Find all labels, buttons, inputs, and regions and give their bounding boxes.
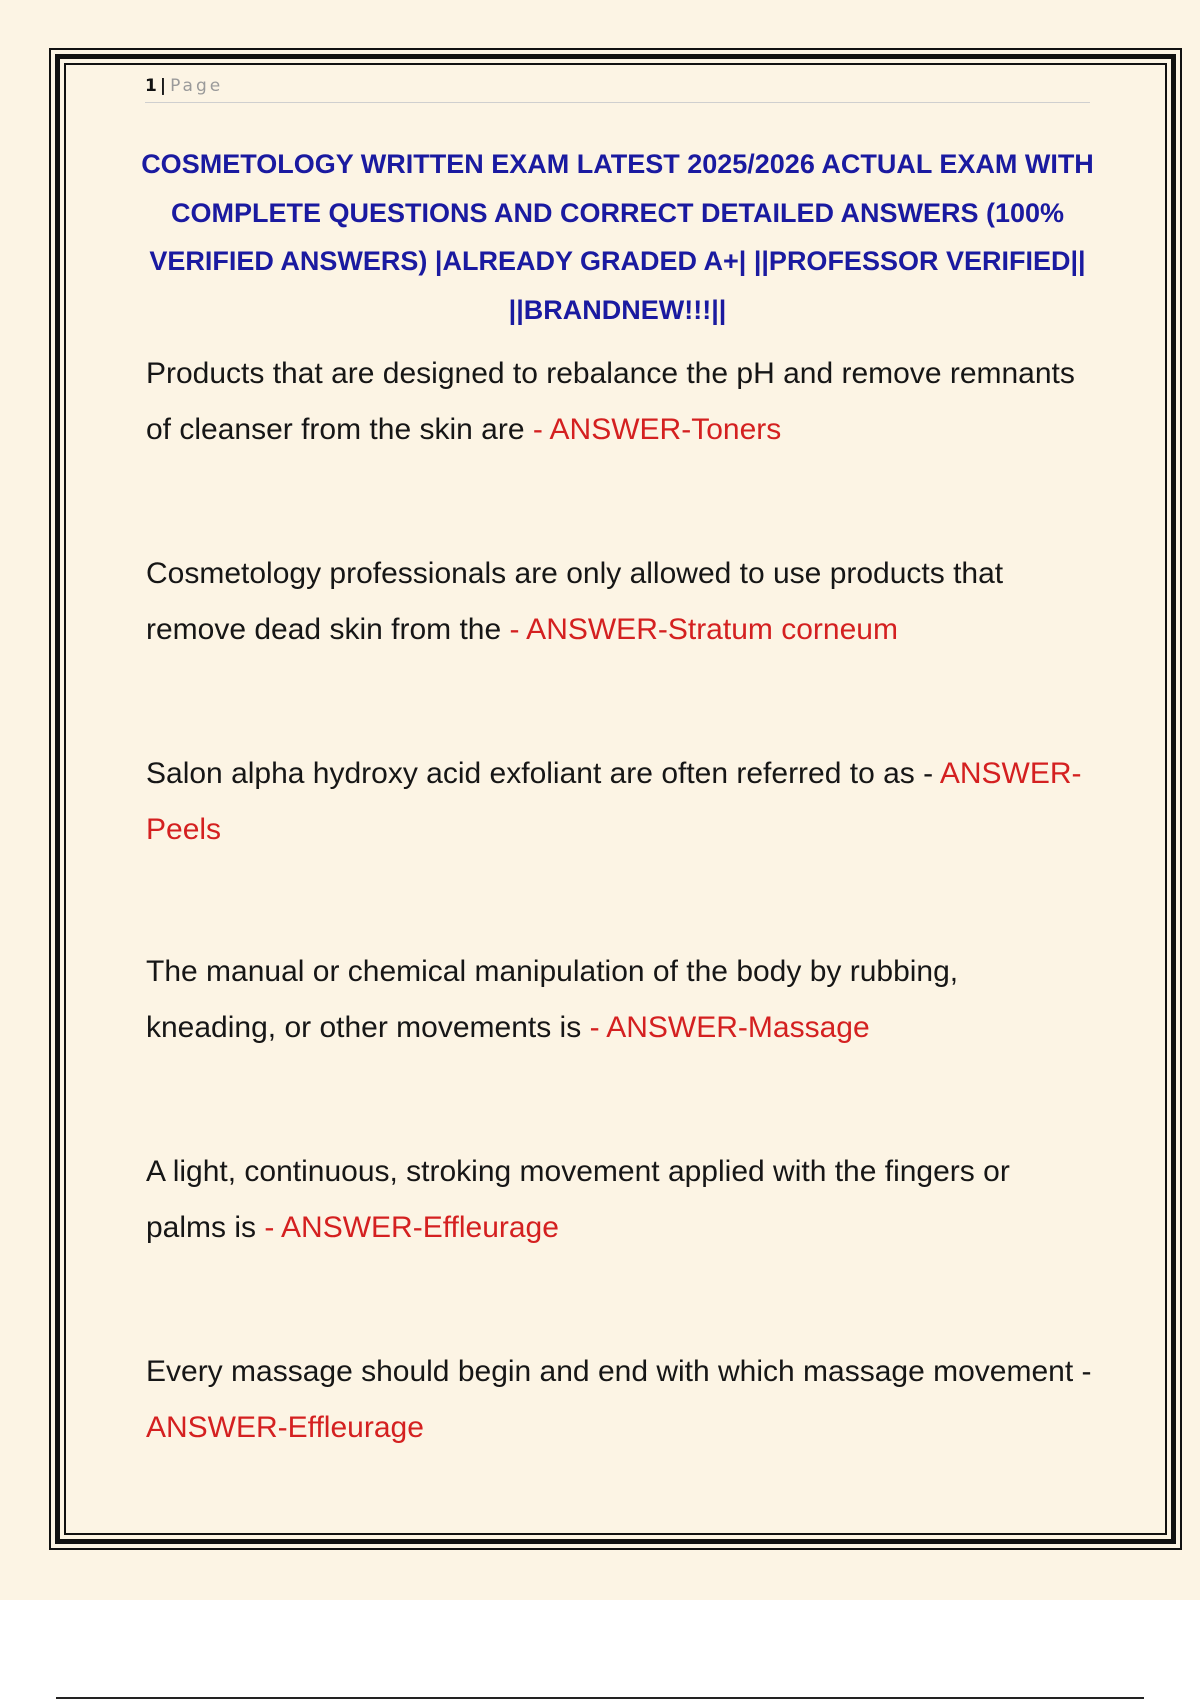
page-label: Page [170, 76, 224, 96]
question-text: A light, continuous, stroking movement applied with the fingers or palms is [146, 1155, 1010, 1244]
answer-text: - ANSWER-Effleurage [264, 1211, 559, 1244]
question-text: Every massage should begin and end with which massage movement - [146, 1355, 1092, 1388]
next-page-rule [56, 1697, 1144, 1699]
qa-item [146, 944, 1096, 1056]
qa-item [146, 1144, 1096, 1256]
qa-item [146, 746, 1096, 858]
answer-text: ANSWER-Effleurage [146, 1411, 424, 1444]
question-text: The manual or chemical manipulation of the body by rubbing, kneading, or other movements is [146, 955, 959, 1044]
question-text: Products that are designed to rebalance the pH and remove remnants of cleanser from the skin are [146, 357, 1075, 446]
answer-text: ANSWER-Peels [146, 757, 1082, 846]
document-title: COSMETOLOGY WRITTEN EXAM LATEST 2025/2026 ACTUAL EXAM WITH COMPLETE QUESTIONS AND CORRECT DETAILED ANSWERS (100% VERIFIED ANSWERS) |ALREADY GRADED A+| ||PROFESSOR VERIFIED|| ||BRANDNEW!!!|| [141, 149, 1094, 325]
qa-item [146, 1344, 1096, 1456]
page-header-separator: | [159, 76, 167, 96]
page-header [145, 74, 1090, 103]
page-number: 1 [145, 76, 157, 96]
qa-item [146, 546, 1096, 658]
answer-text: - ANSWER-Toners [532, 413, 782, 446]
qa-item [146, 346, 1096, 458]
answer-text: - ANSWER-Stratum corneum [509, 613, 898, 646]
answer-text: - ANSWER-Massage [589, 1011, 870, 1044]
question-text: Cosmetology professionals are only allowed to use products that remove dead skin from the [146, 557, 1004, 646]
question-text: Salon alpha hydroxy acid exfoliant are often referred to as - [146, 757, 934, 790]
